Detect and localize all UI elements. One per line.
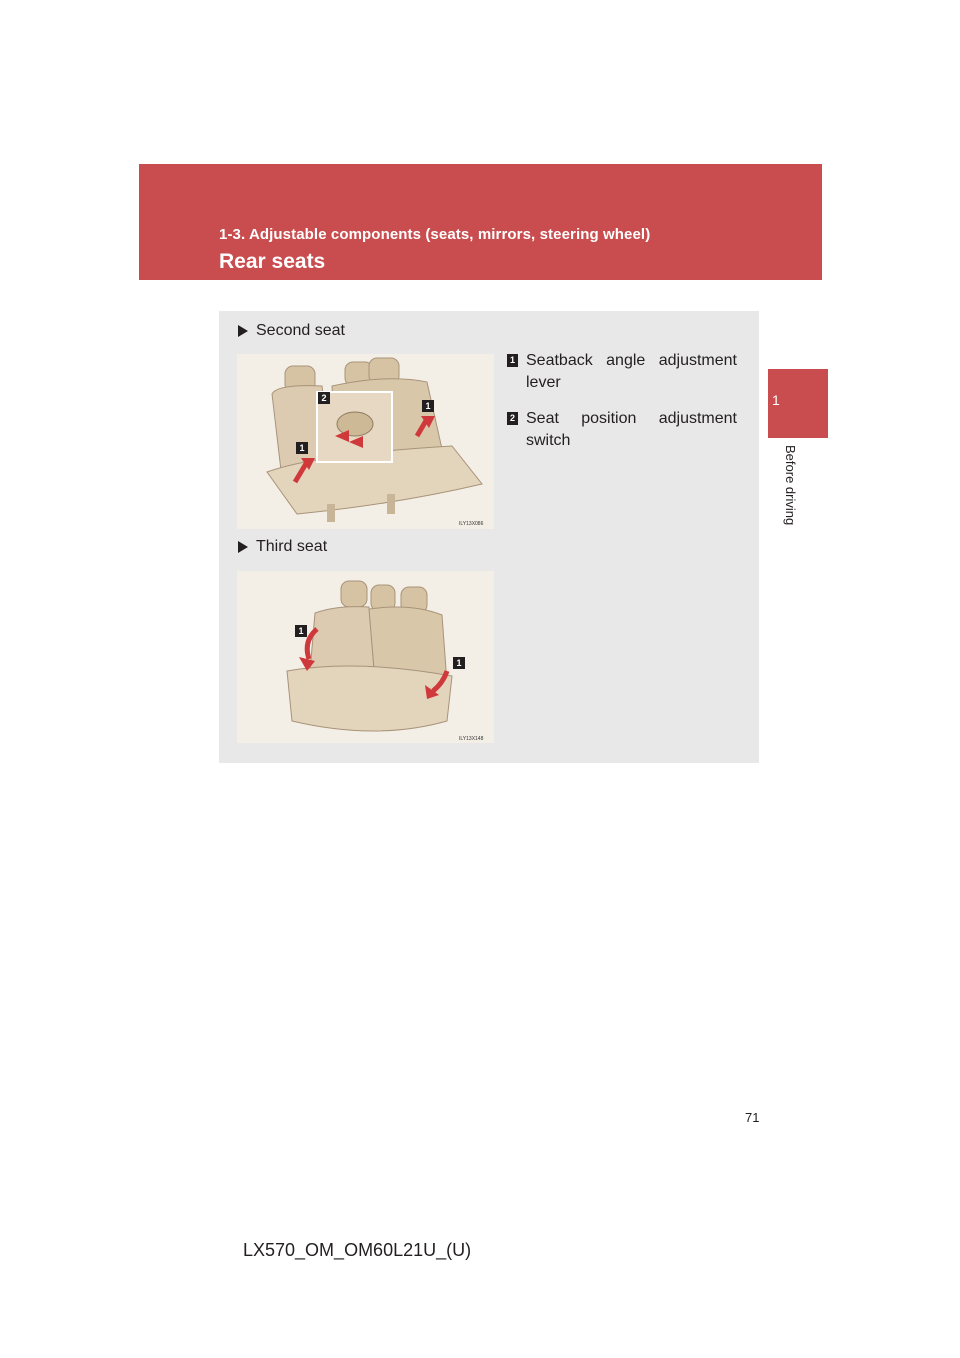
second-seat-heading-text: Second seat [256, 322, 345, 339]
svg-text:1: 1 [299, 443, 305, 453]
chapter-number: 1 [772, 392, 780, 408]
svg-text:2: 2 [321, 393, 327, 403]
arrow-right-icon [238, 325, 248, 337]
third-seat-illustration [237, 571, 494, 743]
svg-text:1: 1 [456, 658, 462, 668]
callout-number-badge: 1 [507, 354, 518, 367]
second-seat-drawing [237, 354, 494, 529]
chapter-label: Before driving [783, 445, 798, 526]
third-seat-illustration-code: ILY13X148 [459, 736, 484, 742]
callout-item [507, 408, 737, 452]
third-seat-drawing [237, 571, 494, 743]
arrow-right-icon [238, 541, 248, 553]
second-seat-illustration-code: ILY13X086 [459, 521, 484, 527]
page-number: 71 [745, 1110, 760, 1125]
callout-item [507, 350, 737, 394]
callout-text: Seat position adjustment switch [526, 410, 737, 449]
page-title: Rear seats [219, 250, 326, 273]
section-title: 1-3. Adjustable components (seats, mirrors, steering wheel) [219, 226, 651, 243]
callout-text: Seatback angle adjustment lever [526, 352, 737, 391]
third-seat-heading-text: Third seat [256, 538, 328, 555]
callout-list [507, 350, 737, 466]
second-seat-heading [238, 322, 345, 340]
callout-number-badge: 2 [507, 412, 518, 425]
document-code: LX570_OM_OM60L21U_(U) [243, 1240, 472, 1260]
svg-text:1: 1 [425, 401, 431, 411]
svg-text:1: 1 [298, 626, 304, 636]
second-seat-illustration [237, 354, 494, 529]
third-seat-heading [238, 538, 327, 556]
